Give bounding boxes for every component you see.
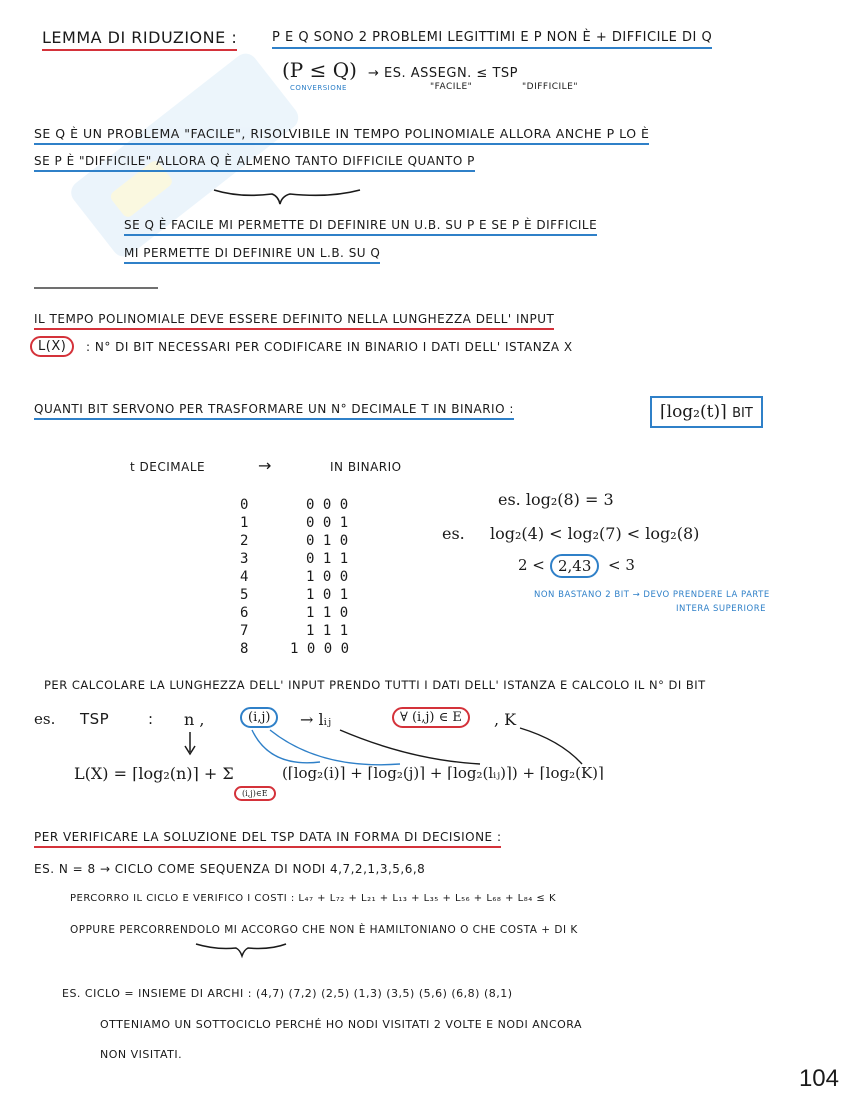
blue-arrow-j-icon [270, 730, 400, 765]
decimal-value: 5 [240, 587, 249, 603]
reduction-notation: (P ≤ Q) [282, 58, 357, 82]
decimal-value: 4 [240, 569, 249, 585]
implication-upper-bound: SE Q È FACILE MI PERMETTE DI DEFINIRE UN U.B. SU P E SE P È DIFFICILE [124, 218, 597, 236]
verify-line-1: ES. N = 8 → CICLO COME SEQUENZA DI NODI 4,7,2,1,3,5,6,8 [34, 862, 426, 876]
binary-value: 1 1 0 [306, 605, 349, 621]
input-length-symbol: L(X) [30, 336, 74, 357]
brace-icon [214, 190, 360, 204]
lemma-statement: P E Q SONO 2 PROBLEMI LEGITTIMI E P NON È + DIFFICILE DI Q [272, 30, 712, 49]
verify-line-2: PERCORRO IL CICLO E VERIFICO I COSTI : L₄₇ + L₇₂ + L₂₁ + L₁₃ + L₃₅ + L₅₆ + L₆₈ + L₈₄ ≤ K [70, 893, 557, 904]
tsp-pair: (i,j) [240, 707, 278, 728]
log-example-3a: 2 < [518, 556, 545, 574]
tsp-label: TSP [80, 710, 110, 728]
brace-icon [196, 944, 286, 956]
tsp-forall: ∀ (i,j) ∈ E [392, 707, 470, 728]
decimal-value: 8 [240, 641, 249, 657]
binary-value: 1 0 0 0 [290, 641, 350, 657]
binary-value: 0 0 0 [306, 497, 349, 513]
log-example-prefix: es. [442, 524, 465, 543]
implication-easy: SE Q È UN PROBLEMA "FACILE", RISOLVIBILE IN TEMPO POLINOMIALE ALLORA ANCHE P LO È [34, 126, 649, 145]
binary-value: 0 1 1 [306, 551, 349, 567]
implication-hard: SE P È "DIFFICILE" ALLORA Q È ALMENO TANTO DIFFICILE QUANTO P [34, 154, 475, 172]
log-example-2: log₂(4) < log₂(7) < log₂(8) [490, 524, 700, 543]
binary-value: 0 1 0 [306, 533, 349, 549]
lemma-title: LEMMA DI RIDUZIONE : [42, 28, 237, 51]
tsp-edge-weight: → lᵢⱼ [300, 710, 332, 729]
verify-line-5: OTTENIAMO UN SOTTOCICLO PERCHÉ HO NODI VISITATI 2 VOLTE E NODI ANCORA [100, 1018, 583, 1031]
binary-value: 1 1 1 [306, 623, 349, 639]
tsp-colon: : [148, 710, 154, 728]
decimal-value: 6 [240, 605, 249, 621]
table-header-binary: IN BINARIO [330, 460, 402, 474]
example-label-hard: "DIFFICILE" [522, 82, 579, 92]
log-example-1: es. log₂(8) = 3 [498, 490, 614, 509]
decimal-value: 0 [240, 497, 249, 513]
arrow-k-icon [520, 728, 582, 764]
bits-question: QUANTI BIT SERVONO PER TRASFORMARE UN N° DECIMALE T IN BINARIO : [34, 402, 514, 420]
arrow-lij-icon [340, 730, 480, 764]
tsp-n: n , [184, 710, 205, 729]
tsp-k: , K [494, 710, 517, 729]
decimal-value: 7 [240, 623, 249, 639]
tsp-intro: PER CALCOLARE LA LUNGHEZZA DELL' INPUT PRENDO TUTTI I DATI DELL' ISTANZA E CALCOLO IL N° DI BIT [44, 678, 706, 692]
input-length-meaning: : N° DI BIT NECESSARI PER CODIFICARE IN BINARIO I DATI DELL' ISTANZA X [86, 340, 573, 354]
formula-sum-index: (i,j)∈E [234, 786, 276, 801]
example-label-easy: "FACILE" [430, 82, 473, 92]
binary-value: 1 0 1 [306, 587, 349, 603]
implication-lower-bound: MI PERMETTE DI DEFINIRE UN L.B. SU Q [124, 246, 380, 264]
verify-line-6: NON VISITATI. [100, 1048, 183, 1061]
formula-lhs: L(X) = ⌈log₂(n)⌉ + Σ [74, 764, 234, 783]
decimal-value: 1 [240, 515, 249, 531]
bits-answer-formula: ⌈log₂(t)⌉ [660, 402, 727, 422]
blue-arrow-i-icon [252, 730, 320, 763]
table-header-arrow: → [258, 456, 272, 475]
table-header-decimal: t DECIMALE [130, 460, 206, 474]
reduction-example: → ES. ASSEGN. ≤ TSP [368, 66, 518, 81]
decimal-value: 2 [240, 533, 249, 549]
page-number: 104 [798, 1065, 839, 1092]
formula-rhs: (⌈log₂(i)⌉ + ⌈log₂(j)⌉ + ⌈log₂(lᵢⱼ)⌉) + ⌈log₂(K)⌉ [282, 764, 604, 782]
tsp-es: es. [34, 710, 56, 728]
log-note-1: NON BASTANO 2 BIT → DEVO PRENDERE LA PARTE [534, 590, 770, 600]
verify-line-4: ES. CICLO = INSIEME DI ARCHI : (4,7) (7,2) (2,5) (1,3) (3,5) (5,6) (6,8) (8,1) [62, 987, 513, 1000]
log-example-circled: 2,43 [550, 554, 599, 578]
log-example-3b: < 3 [608, 556, 635, 574]
verify-line-3: OPPURE PERCORRENDOLO MI ACCORGO CHE NON È HAMILTONIANO O CHE COSTA + DI K [70, 924, 578, 936]
decimal-value: 3 [240, 551, 249, 567]
reduction-notation-sub: CONVERSIONE [290, 84, 347, 92]
verify-title: PER VERIFICARE LA SOLUZIONE DEL TSP DATA IN FORMA DI DECISIONE : [34, 830, 501, 848]
binary-value: 0 0 1 [306, 515, 349, 531]
binary-value: 1 0 0 [306, 569, 349, 585]
log-note-2: INTERA SUPERIORE [676, 604, 766, 614]
input-length-definition: IL TEMPO POLINOMIALE DEVE ESSERE DEFINITO NELLA LUNGHEZZA DELL' INPUT [34, 312, 554, 330]
bits-answer-suffix: BIT [732, 406, 753, 421]
